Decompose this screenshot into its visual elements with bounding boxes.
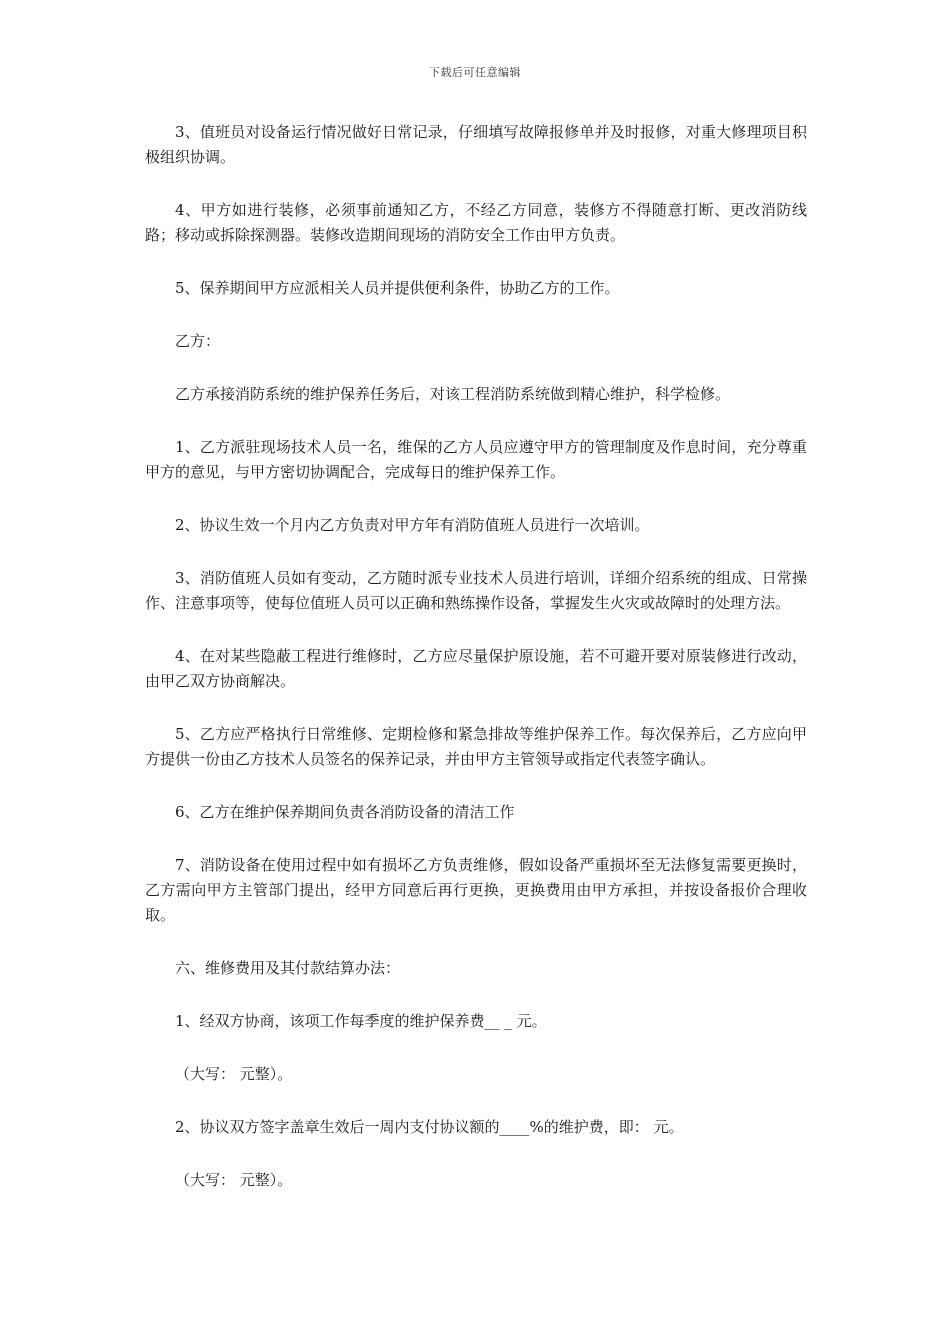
paragraph-fee-2: 2、协议双方签字盖章生效后一周内支付协议额的____%的维护费，即： 元。 xyxy=(175,1118,684,1136)
document-body xyxy=(145,120,807,1221)
paragraph-fee-1: 1、经双方协商，该项工作每季度的维护保养费__ _ 元。 xyxy=(175,1012,547,1030)
paragraph-party-b-1: 1、乙方派驻现场技术人员一名，维保的乙方人员应遵守甲方的管理制度及作息时间，充分尊重甲方的意见，与甲方密切协调配合，完成每日的维护保养工作。 xyxy=(145,438,807,481)
paragraph-party-b-7: 7、消防设备在使用过程中如有损坏乙方负责维修，假如设备严重损坏至无法修复需要更换时，乙方需向甲方主管部门提出，经甲方同意后再行更换，更换费用由甲方承担，并按设备报价合理收取。 xyxy=(145,856,807,924)
paragraph-party-b-4: 4、在对某些隐蔽工程进行维修时，乙方应尽量保护原设施，若不可避开要对原装修进行改动，由甲乙双方协商解决。 xyxy=(145,647,807,690)
paragraph-party-b-3: 3、消防值班人员如有变动，乙方随时派专业技术人员进行培训，详细介绍系统的组成、日常操作、注意事项等，使每位值班人员可以正确和熟练操作设备，掌握发生火灾或故障时的处理方法。 xyxy=(145,569,807,612)
party-b-heading: 乙方： xyxy=(175,332,221,350)
paragraph-party-b-intro: 乙方承接消防系统的维护保养任务后，对该工程消防系统做到精心维护，科学检修。 xyxy=(175,385,731,403)
paragraph-party-b-5: 5、乙方应严格执行日常维修、定期检修和紧急排故等维护保养工作。每次保养后，乙方应向甲方提供一份由乙方技术人员签名的保养记录，并由甲方主管领导或指定代表签字确认。 xyxy=(145,725,807,768)
paragraph-party-b-6: 6、乙方在维护保养期间负责各消防设备的清洁工作 xyxy=(175,803,515,821)
paragraph-party-a-3: 3、值班员对设备运行情况做好日常记录，仔细填写故障报修单并及时报修，对重大修理项目积极组织协调。 xyxy=(145,123,807,166)
page-header-note: 下载后可任意编辑 xyxy=(429,66,521,79)
section-six-heading: 六、维修费用及其付款结算办法： xyxy=(175,959,401,977)
paragraph-party-a-5: 5、保养期间甲方应派相关人员并提供便利条件，协助乙方的工作。 xyxy=(175,279,620,297)
paragraph-fee-1-capital: （大写： 元整）。 xyxy=(175,1065,293,1083)
paragraph-fee-2-capital: （大写： 元整）。 xyxy=(175,1171,293,1189)
paragraph-party-b-2: 2、协议生效一个月内乙方负责对甲方年有消防值班人员进行一次培训。 xyxy=(175,516,650,534)
paragraph-party-a-4: 4、甲方如进行装修，必须事前通知乙方，不经乙方同意，装修方不得随意打断、更改消防线路；移动或拆除探测器。装修改造期间现场的消防安全工作由甲方负责。 xyxy=(145,201,807,244)
